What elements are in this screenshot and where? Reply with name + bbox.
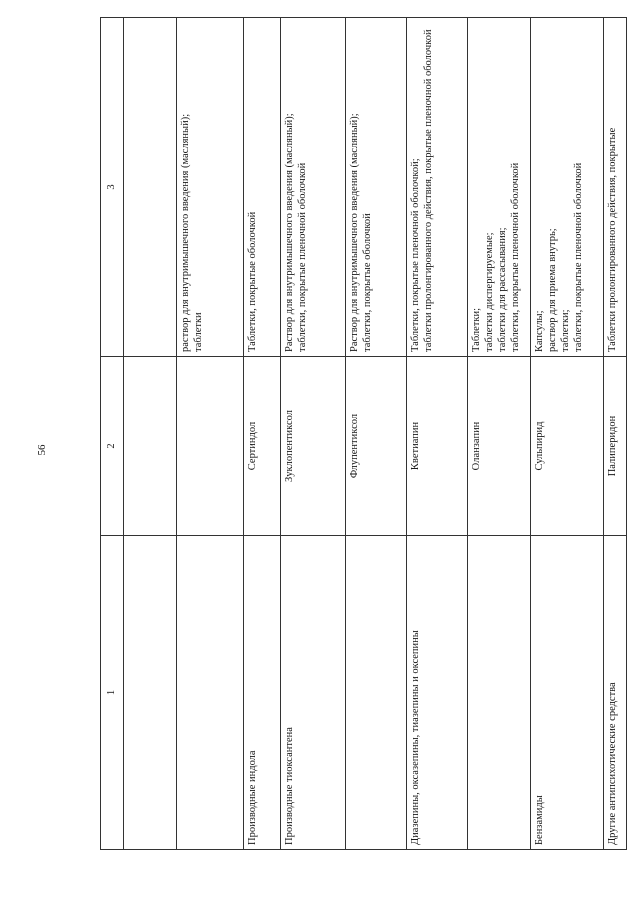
drug-cell: Палиперидон [604, 357, 627, 536]
spacer-cell [124, 357, 177, 536]
drug-cell: Зуклопентиксол [281, 357, 346, 536]
table-row [531, 18, 604, 850]
table-row [604, 18, 627, 850]
page-number: 56 [36, 444, 48, 456]
group-cell: Производные индола [244, 536, 281, 850]
drug-cell: Флупентиксол [346, 357, 407, 536]
group-cell [468, 536, 531, 850]
forms-cell: Капсулы; раствор для приема внутрь; таблетки; таблетки, покрытые пленочной оболочкой [531, 18, 604, 357]
spacer-cell [124, 536, 177, 850]
table-row [346, 18, 407, 850]
table-row [244, 18, 281, 850]
column-header-3: 3 [101, 18, 124, 357]
forms-cell: раствор для внутримышечного введения (масляный); таблетки [177, 18, 244, 357]
column-header-1: 1 [101, 536, 124, 850]
forms-cell: Таблетки пролонгированного действия, покрытые [604, 18, 627, 357]
drug-cell: Сульпирид [531, 357, 604, 536]
spacer-row [124, 18, 177, 850]
drug-cell [177, 357, 244, 536]
group-cell: Производные тиоксантена [281, 536, 346, 850]
table-row [177, 18, 244, 850]
group-cell: Другие антипсихотические средства [604, 536, 627, 850]
table-row [468, 18, 531, 850]
header-row [101, 18, 124, 850]
forms-cell: Таблетки, покрытые оболочкой [244, 18, 281, 357]
group-cell [177, 536, 244, 850]
table-row [407, 18, 468, 850]
rotated-table-container [100, 29, 618, 850]
group-cell [346, 536, 407, 850]
medication-table [100, 17, 627, 850]
group-cell: Бензамиды [531, 536, 604, 850]
drug-cell: Кветиапин [407, 357, 468, 536]
group-cell: Диазепины, оксазепины, тиазепины и оксепины [407, 536, 468, 850]
forms-cell: Раствор для внутримышечного введения (масляный); таблетки, покрытые пленочной оболочкой [281, 18, 346, 357]
column-header-2: 2 [101, 357, 124, 536]
drug-cell: Сертиндол [244, 357, 281, 536]
spacer-cell [124, 18, 177, 357]
forms-cell: Таблетки, покрытые пленочной оболочкой; таблетки пролонгированного действия, покрытые пленочной оболочкой [407, 18, 468, 357]
forms-cell: Раствор для внутримышечного введения (масляный); таблетки, покрытые оболочкой [346, 18, 407, 357]
table-row [281, 18, 346, 850]
drug-cell: Оланзапин [468, 357, 531, 536]
forms-cell: Таблетки; таблетки диспергируемые; таблетки для рассасывания; таблетки, покрытые пленочной оболочкой [468, 18, 531, 357]
